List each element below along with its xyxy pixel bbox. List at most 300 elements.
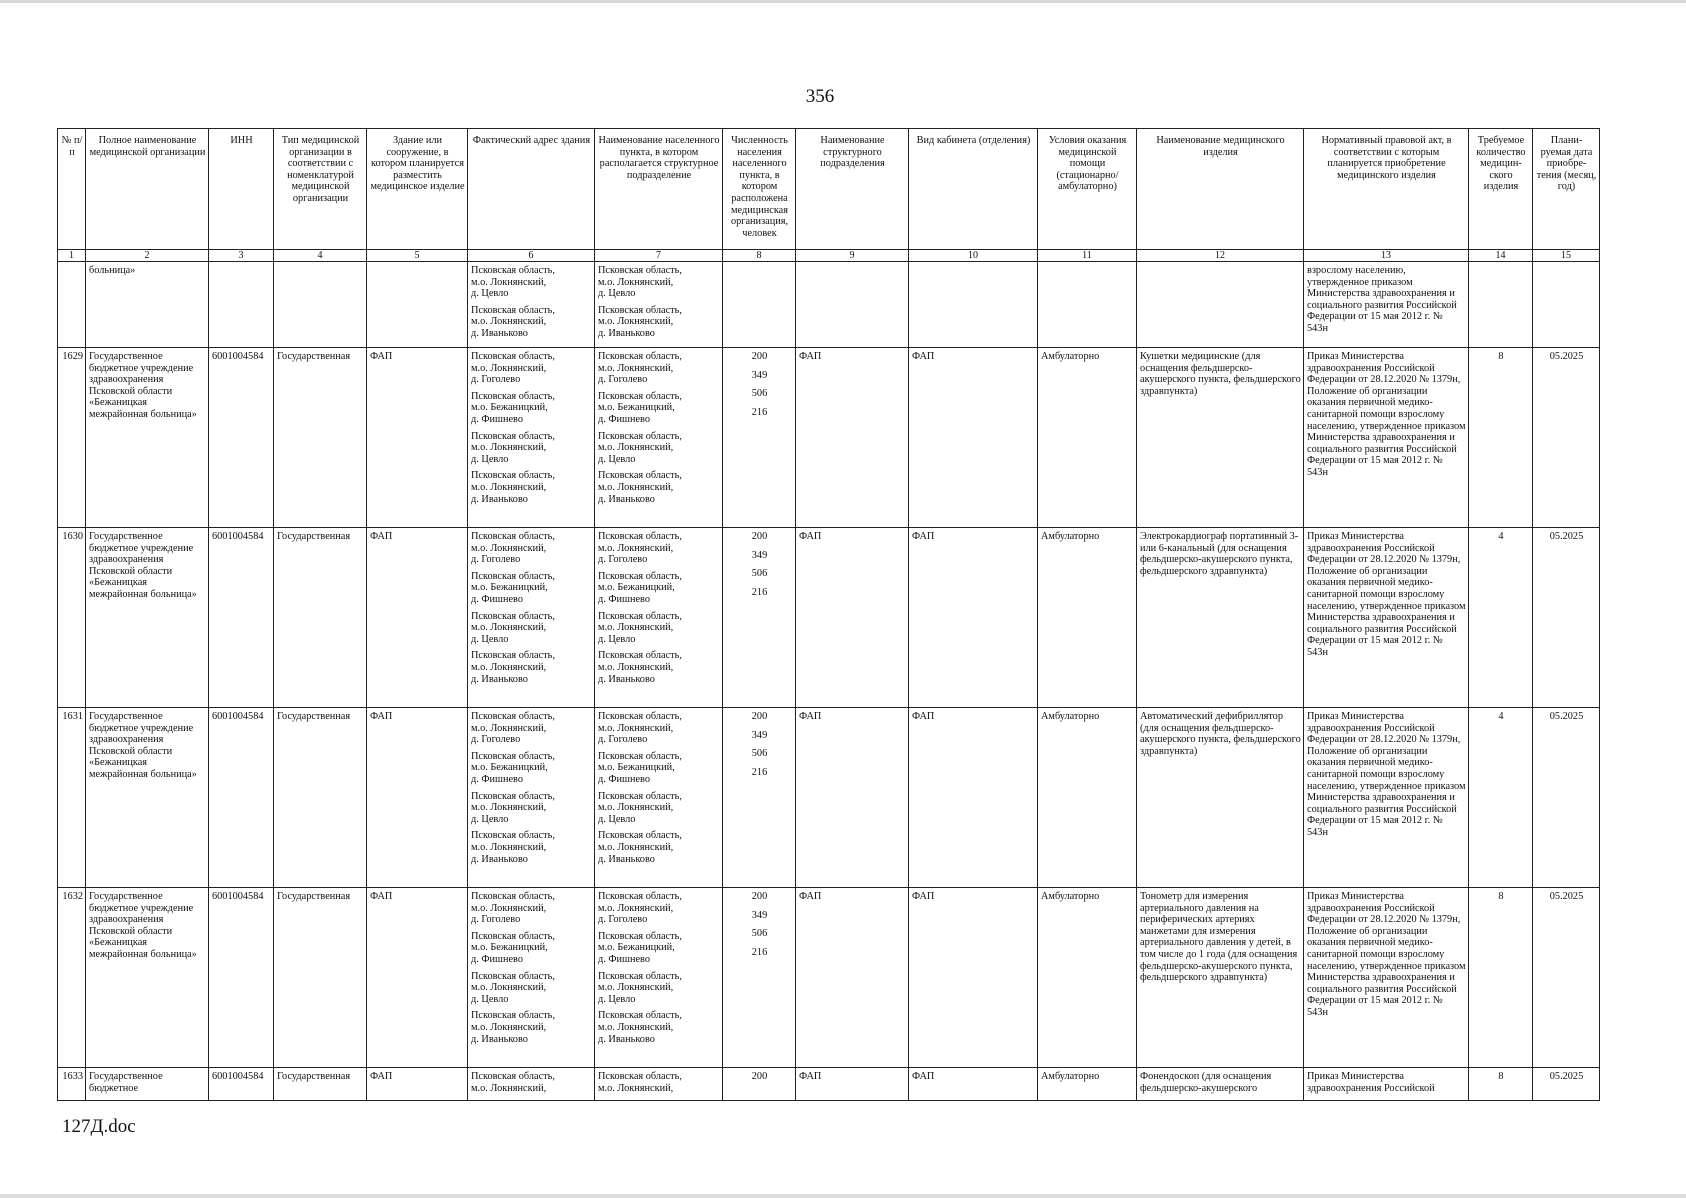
cell-building: ФАП bbox=[367, 348, 468, 528]
address-line: м.о. Локнянский, bbox=[471, 622, 547, 634]
col-number: 14 bbox=[1469, 250, 1533, 262]
address-block bbox=[598, 611, 720, 646]
cell-conditions: Амбулаторно bbox=[1038, 708, 1137, 888]
cell-row-number: 1633 bbox=[58, 1068, 86, 1101]
population-value: 506 bbox=[751, 928, 768, 939]
cell-empty bbox=[796, 262, 909, 348]
address-line: Псковская область, bbox=[598, 610, 682, 622]
population-value: 200 bbox=[751, 1071, 768, 1082]
cell-address bbox=[468, 528, 595, 708]
population-value: 200 bbox=[751, 531, 768, 542]
cell-act: Приказ Министерства здравоохранения Российской Федерации от 28.12.2020 № 1379н, Положение об организации оказания первичной медико-санитарной помощи взрослому населению, утвержденное приказом Министерства здравоохранения и социального развития Российской Федерации от 15 мая 2012 г. № 543н bbox=[1304, 708, 1469, 888]
address-line: д. Цевло bbox=[471, 813, 509, 825]
col-number: 15 bbox=[1533, 250, 1600, 262]
cell-address bbox=[468, 1068, 595, 1101]
address-block bbox=[598, 470, 720, 505]
cell-building: ФАП bbox=[367, 528, 468, 708]
population-value: 506 bbox=[751, 388, 768, 399]
address-line: м.о. Локнянский, bbox=[598, 481, 674, 493]
address-line: м.о. Бежаницкий, bbox=[471, 582, 548, 594]
address-line: м.о. Локнянский, bbox=[598, 902, 674, 914]
cell-type: Государственная bbox=[274, 528, 367, 708]
address-line: Псковская область, bbox=[598, 304, 682, 316]
address-block bbox=[598, 351, 720, 386]
address-line: м.о. Локнянский, bbox=[598, 841, 674, 853]
scan-edge-top bbox=[0, 0, 1686, 3]
cell-address bbox=[468, 888, 595, 1068]
address-line: Псковская область, bbox=[471, 830, 555, 842]
address-line: Псковская область, bbox=[471, 711, 555, 722]
address-line: Псковская область, bbox=[598, 1071, 682, 1082]
col-header: № п/п bbox=[58, 129, 86, 250]
address-line: Псковская область, bbox=[471, 470, 555, 482]
cell-date: 05.2025 bbox=[1533, 888, 1600, 1068]
cell-settlement bbox=[595, 888, 723, 1068]
address-line: м.о. Локнянский, bbox=[598, 982, 674, 994]
cell-date: 05.2025 bbox=[1533, 708, 1600, 888]
address-line: м.о. Локнянский, bbox=[471, 362, 547, 374]
cell-cabinet: ФАП bbox=[909, 708, 1038, 888]
address-line: д. Фишнево bbox=[471, 593, 523, 605]
address-line: д. Иваньково bbox=[471, 493, 528, 505]
address-block bbox=[471, 791, 592, 826]
cell-org: Государственное бюджетное bbox=[86, 1068, 209, 1101]
col-number: 6 bbox=[468, 250, 595, 262]
address-block bbox=[471, 391, 592, 426]
address-line: м.о. Локнянский, bbox=[471, 442, 547, 454]
address-line: м.о. Локнянский, bbox=[598, 1021, 674, 1033]
cell-row-number: 1630 bbox=[58, 528, 86, 708]
cell-inn: 6001004584 bbox=[209, 348, 274, 528]
address-block bbox=[598, 391, 720, 426]
address-line: Псковская область, bbox=[598, 390, 682, 402]
address-line: Псковская область, bbox=[598, 830, 682, 842]
address-line: Псковская область, bbox=[471, 970, 555, 982]
col-number: 8 bbox=[723, 250, 796, 262]
address-block bbox=[471, 571, 592, 606]
cell-settlement bbox=[595, 348, 723, 528]
table-row bbox=[58, 888, 1600, 1068]
page-number: 356 bbox=[805, 86, 835, 107]
col-number: 12 bbox=[1137, 250, 1304, 262]
population-value: 506 bbox=[751, 748, 768, 759]
address-line: Псковская область, bbox=[471, 390, 555, 402]
address-line: д. Иваньково bbox=[471, 853, 528, 865]
col-header: Нормативный правовой акт, в соответствии с которым планируется приобретение медицинского изделия bbox=[1304, 129, 1469, 250]
address-line: Псковская область, bbox=[598, 970, 682, 982]
col-header: ИНН bbox=[209, 129, 274, 250]
col-header: Вид кабинета (отделения) bbox=[909, 129, 1038, 250]
cell-type: Государственная bbox=[274, 708, 367, 888]
address-line: Псковская область, bbox=[471, 891, 555, 902]
col-header: Наименование медицинского изделия bbox=[1137, 129, 1304, 250]
address-block bbox=[471, 711, 592, 746]
cell-population bbox=[723, 528, 796, 708]
cell-cabinet: ФАП bbox=[909, 888, 1038, 1068]
cell-inn: 6001004584 bbox=[209, 708, 274, 888]
cell-quantity: 8 bbox=[1469, 1068, 1533, 1101]
address-block bbox=[471, 830, 592, 865]
address-block bbox=[471, 1010, 592, 1045]
cell-address bbox=[468, 262, 595, 348]
address-line: м.о. Локнянский, bbox=[471, 722, 547, 734]
address-line: д. Цевло bbox=[598, 288, 636, 300]
address-line: д. Фишнево bbox=[471, 413, 523, 425]
address-line: м.о. Локнянский, bbox=[598, 1082, 674, 1094]
cell-unit: ФАП bbox=[796, 888, 909, 1068]
cell-unit: ФАП bbox=[796, 348, 909, 528]
address-line: м.о. Локнянский, bbox=[471, 802, 547, 814]
address-line: д. Фишнево bbox=[598, 953, 650, 965]
cell-device: Автоматический дефибриллятор (для оснащения фельдшерско-акушерского пункта, фельдшерского здравпункта) bbox=[1137, 708, 1304, 888]
cell-conditions: Амбулаторно bbox=[1038, 348, 1137, 528]
address-line: Псковская область, bbox=[598, 265, 682, 276]
population-value: 216 bbox=[751, 946, 768, 958]
address-line: д. Иваньково bbox=[471, 673, 528, 685]
col-header: Плани-руемая дата приобре-тения (месяц, год) bbox=[1533, 129, 1600, 250]
address-line: Псковская область, bbox=[471, 531, 555, 542]
cell-building: ФАП bbox=[367, 1068, 468, 1101]
address-line: м.о. Бежаницкий, bbox=[598, 762, 675, 774]
address-line: Псковская область, bbox=[471, 351, 555, 362]
address-line: д. Гоголево bbox=[471, 554, 521, 566]
population-value: 216 bbox=[751, 586, 768, 598]
address-line: д. Цевло bbox=[471, 288, 509, 300]
cell-type: Государственная bbox=[274, 888, 367, 1068]
cell-settlement bbox=[595, 262, 723, 348]
cell-inn: 6001004584 bbox=[209, 1068, 274, 1101]
address-block bbox=[598, 571, 720, 606]
address-line: м.о. Бежаницкий, bbox=[598, 402, 675, 414]
address-line: м.о. Локнянский, bbox=[598, 362, 674, 374]
col-header: Здание или сооружение, в котором планируется разместить медицинское изделие bbox=[367, 129, 468, 250]
address-line: д. Цевло bbox=[598, 453, 636, 465]
address-line: д. Иваньково bbox=[598, 1033, 655, 1045]
col-header: Требуемое количество медицин-ского изделия bbox=[1469, 129, 1533, 250]
address-line: Псковская область, bbox=[471, 650, 555, 662]
address-line: Псковская область, bbox=[471, 304, 555, 316]
address-line: Псковская область, bbox=[598, 750, 682, 762]
address-line: м.о. Локнянский, bbox=[598, 722, 674, 734]
population-value: 200 bbox=[751, 351, 768, 362]
cell-empty bbox=[1137, 262, 1304, 348]
col-number: 2 bbox=[86, 250, 209, 262]
cell-empty bbox=[58, 262, 86, 348]
cell-population bbox=[723, 348, 796, 528]
address-block bbox=[471, 751, 592, 786]
address-block bbox=[471, 931, 592, 966]
address-block bbox=[598, 531, 720, 566]
cell-settlement bbox=[595, 708, 723, 888]
address-block bbox=[471, 265, 592, 300]
population-value: 216 bbox=[751, 406, 768, 418]
col-number: 9 bbox=[796, 250, 909, 262]
address-line: Псковская область, bbox=[471, 1010, 555, 1022]
address-line: д. Цевло bbox=[471, 993, 509, 1005]
address-line: м.о. Локнянский, bbox=[598, 622, 674, 634]
cell-act: Приказ Министерства здравоохранения Российской Федерации от 28.12.2020 № 1379н, Положение об организации оказания первичной медико-санитарной помощи взрослому населению, утвержденное приказом Министерства здравоохранения и социального развития Российской Федерации от 15 мая 2012 г. № 543н bbox=[1304, 528, 1469, 708]
address-line: Псковская область, bbox=[471, 790, 555, 802]
cell-address bbox=[468, 348, 595, 528]
cell-act: Приказ Министерства здравоохранения Российской Федерации от 28.12.2020 № 1379н, Положение об организации оказания первичной медико-санитарной помощи взрослому населению, утвержденное приказом Министерства здравоохранения и социального развития Российской Федерации от 15 мая 2012 г. № 543н bbox=[1304, 348, 1469, 528]
table-row-continuation bbox=[58, 262, 1600, 348]
address-block bbox=[471, 351, 592, 386]
col-number: 7 bbox=[595, 250, 723, 262]
address-block bbox=[471, 971, 592, 1006]
col-header: Тип медицинской организации в соответствии с номенклатурой медицинской организации bbox=[274, 129, 367, 250]
address-block bbox=[471, 1071, 592, 1094]
cell-population bbox=[723, 1068, 796, 1101]
address-line: м.о. Бежаницкий, bbox=[471, 942, 548, 954]
address-line: Псковская область, bbox=[598, 930, 682, 942]
population-value: 506 bbox=[751, 568, 768, 579]
address-line: д. Иваньково bbox=[598, 853, 655, 865]
col-number: 5 bbox=[367, 250, 468, 262]
cell-empty bbox=[367, 262, 468, 348]
address-line: м.о. Локнянский, bbox=[471, 661, 547, 673]
col-header: Полное наименование медицинской организации bbox=[86, 129, 209, 250]
col-number: 1 bbox=[58, 250, 86, 262]
address-line: м.о. Локнянский, bbox=[471, 276, 547, 288]
address-line: Псковская область, bbox=[598, 650, 682, 662]
address-line: Псковская область, bbox=[598, 1010, 682, 1022]
cell-org: Государственное бюджетное учреждение здравоохранения Псковской области «Бежаницкая межрайонная больница» bbox=[86, 348, 209, 528]
address-line: м.о. Локнянский, bbox=[471, 841, 547, 853]
address-line: м.о. Локнянский, bbox=[471, 902, 547, 914]
address-block bbox=[598, 1010, 720, 1045]
address-line: м.о. Бежаницкий, bbox=[471, 402, 548, 414]
col-header: Численность населения населенного пункта, в котором расположена медицинская организация, человек bbox=[723, 129, 796, 250]
address-line: м.о. Локнянский, bbox=[598, 802, 674, 814]
cell-org: больница» bbox=[86, 262, 209, 348]
address-line: Псковская область, bbox=[598, 711, 682, 722]
cell-row-number: 1632 bbox=[58, 888, 86, 1068]
col-header: Наименование населенного пункта, в котором располагается структурное подразделение bbox=[595, 129, 723, 250]
population-value: 349 bbox=[751, 369, 768, 381]
cell-inn: 6001004584 bbox=[209, 888, 274, 1068]
population-value: 349 bbox=[751, 729, 768, 741]
address-block bbox=[598, 431, 720, 466]
address-line: Псковская область, bbox=[598, 790, 682, 802]
address-line: д. Фишнево bbox=[598, 773, 650, 785]
col-header: Наименование структурного подразделения bbox=[796, 129, 909, 250]
address-line: Псковская область, bbox=[471, 930, 555, 942]
address-line: д. Гоголево bbox=[471, 734, 521, 746]
col-number: 10 bbox=[909, 250, 1038, 262]
cell-cabinet: ФАП bbox=[909, 528, 1038, 708]
address-block bbox=[471, 470, 592, 505]
address-line: Псковская область, bbox=[598, 430, 682, 442]
address-block bbox=[598, 650, 720, 685]
cell-device: Электрокардиограф портативный 3- или 6-канальный (для оснащения фельдшерско-акушерского пункта, фельдшерского здравпункта) bbox=[1137, 528, 1304, 708]
address-line: Псковская область, bbox=[598, 470, 682, 482]
address-line: д. Цевло bbox=[471, 453, 509, 465]
address-line: м.о. Бежаницкий, bbox=[598, 582, 675, 594]
address-line: Псковская область, bbox=[471, 265, 555, 276]
table-row bbox=[58, 528, 1600, 708]
address-line: Псковская область, bbox=[598, 570, 682, 582]
address-line: д. Цевло bbox=[598, 633, 636, 645]
address-block bbox=[598, 931, 720, 966]
address-line: м.о. Локнянский, bbox=[598, 316, 674, 328]
address-line: д. Гоголево bbox=[598, 914, 648, 926]
address-line: м.о. Бежаницкий, bbox=[471, 762, 548, 774]
cell-empty bbox=[274, 262, 367, 348]
address-line: м.о. Бежаницкий, bbox=[598, 942, 675, 954]
address-line: д. Иваньково bbox=[598, 327, 655, 339]
col-header: Условия оказания медицинской помощи (стационарно/ амбулаторно) bbox=[1038, 129, 1137, 250]
address-line: Псковская область, bbox=[471, 430, 555, 442]
cell-org: Государственное бюджетное учреждение здравоохранения Псковской области «Бежаницкая межрайонная больница» bbox=[86, 708, 209, 888]
document-filename: 127Д.doc bbox=[62, 1116, 136, 1137]
col-number: 3 bbox=[209, 250, 274, 262]
cell-conditions: Амбулаторно bbox=[1038, 888, 1137, 1068]
cell-date: 05.2025 bbox=[1533, 528, 1600, 708]
cell-cabinet: ФАП bbox=[909, 348, 1038, 528]
address-line: м.о. Локнянский, bbox=[471, 542, 547, 554]
address-line: Псковская область, bbox=[598, 351, 682, 362]
cell-cabinet: ФАП bbox=[909, 1068, 1038, 1101]
address-line: м.о. Локнянский, bbox=[598, 442, 674, 454]
address-line: м.о. Локнянский, bbox=[471, 982, 547, 994]
table-row bbox=[58, 1068, 1600, 1101]
cell-unit: ФАП bbox=[796, 528, 909, 708]
cell-settlement bbox=[595, 528, 723, 708]
cell-population bbox=[723, 888, 796, 1068]
address-block bbox=[598, 305, 720, 340]
col-number: 13 bbox=[1304, 250, 1469, 262]
cell-empty bbox=[723, 262, 796, 348]
address-line: д. Гоголево bbox=[598, 374, 648, 386]
address-line: м.о. Локнянский, bbox=[471, 1021, 547, 1033]
address-block bbox=[598, 971, 720, 1006]
col-header: Фактический адрес здания bbox=[468, 129, 595, 250]
address-line: Псковская область, bbox=[471, 610, 555, 622]
population-value: 200 bbox=[751, 891, 768, 902]
population-value: 200 bbox=[751, 711, 768, 722]
address-block bbox=[598, 791, 720, 826]
address-line: м.о. Локнянский, bbox=[598, 276, 674, 288]
address-line: Псковская область, bbox=[471, 1071, 555, 1082]
address-block bbox=[598, 891, 720, 926]
population-value: 349 bbox=[751, 909, 768, 921]
address-block bbox=[598, 265, 720, 300]
address-block bbox=[598, 751, 720, 786]
address-line: д. Иваньково bbox=[598, 673, 655, 685]
address-line: д. Фишнево bbox=[598, 413, 650, 425]
address-line: Псковская область, bbox=[598, 531, 682, 542]
cell-building: ФАП bbox=[367, 708, 468, 888]
cell-row-number: 1631 bbox=[58, 708, 86, 888]
cell-quantity: 8 bbox=[1469, 888, 1533, 1068]
column-number-row bbox=[58, 250, 1600, 262]
address-line: д. Цевло bbox=[471, 633, 509, 645]
address-line: Псковская область, bbox=[471, 570, 555, 582]
cell-act: взрослому населению, утвержденное приказом Министерства здравоохранения и социального развития Российской Федерации от 15 мая 2012 г. № 543н bbox=[1304, 262, 1469, 348]
cell-type: Государственная bbox=[274, 1068, 367, 1101]
address-block bbox=[598, 830, 720, 865]
cell-population bbox=[723, 708, 796, 888]
equipment-table bbox=[57, 128, 1600, 1101]
cell-type: Государственная bbox=[274, 348, 367, 528]
cell-empty bbox=[1038, 262, 1137, 348]
address-line: д. Фишнево bbox=[471, 773, 523, 785]
cell-act: Приказ Министерства здравоохранения Российской bbox=[1304, 1068, 1469, 1101]
address-line: д. Цевло bbox=[598, 993, 636, 1005]
address-line: м.о. Локнянский, bbox=[471, 481, 547, 493]
cell-empty bbox=[209, 262, 274, 348]
cell-device: Тонометр для измерения артериального давления на периферических артериях манжетами для измерения артериального давления у детей, в том числе до 1 года (для оснащения фельдшерско-акушерского пункта, фельдшерского здравпункта) bbox=[1137, 888, 1304, 1068]
scan-edge-bottom bbox=[0, 1194, 1686, 1198]
cell-date: 05.2025 bbox=[1533, 1068, 1600, 1101]
address-block bbox=[598, 1071, 720, 1094]
population-value: 349 bbox=[751, 549, 768, 561]
cell-date: 05.2025 bbox=[1533, 348, 1600, 528]
address-line: д. Гоголево bbox=[598, 554, 648, 566]
cell-quantity: 8 bbox=[1469, 348, 1533, 528]
address-line: д. Иваньково bbox=[471, 1033, 528, 1045]
address-line: д. Иваньково bbox=[471, 327, 528, 339]
address-block bbox=[471, 431, 592, 466]
address-line: д. Гоголево bbox=[471, 914, 521, 926]
table-row bbox=[58, 348, 1600, 528]
address-block bbox=[471, 305, 592, 340]
address-block bbox=[598, 711, 720, 746]
col-number: 4 bbox=[274, 250, 367, 262]
table-row bbox=[58, 708, 1600, 888]
address-block bbox=[471, 531, 592, 566]
address-line: Псковская область, bbox=[471, 750, 555, 762]
cell-empty bbox=[1469, 262, 1533, 348]
cell-empty bbox=[1533, 262, 1600, 348]
cell-inn: 6001004584 bbox=[209, 528, 274, 708]
population-value: 216 bbox=[751, 766, 768, 778]
cell-quantity: 4 bbox=[1469, 528, 1533, 708]
cell-settlement bbox=[595, 1068, 723, 1101]
cell-conditions: Амбулаторно bbox=[1038, 528, 1137, 708]
address-line: д. Цевло bbox=[598, 813, 636, 825]
cell-conditions: Амбулаторно bbox=[1038, 1068, 1137, 1101]
cell-device: Фонендоскоп (для оснащения фельдшерско-акушерского bbox=[1137, 1068, 1304, 1101]
cell-empty bbox=[909, 262, 1038, 348]
address-line: Псковская область, bbox=[598, 891, 682, 902]
address-line: м.о. Локнянский, bbox=[598, 542, 674, 554]
address-line: м.о. Локнянский, bbox=[598, 661, 674, 673]
address-block bbox=[471, 891, 592, 926]
cell-address bbox=[468, 708, 595, 888]
cell-building: ФАП bbox=[367, 888, 468, 1068]
address-line: д. Гоголево bbox=[598, 734, 648, 746]
header-row bbox=[58, 129, 1600, 250]
cell-org: Государственное бюджетное учреждение здравоохранения Псковской области «Бежаницкая межрайонная больница» bbox=[86, 888, 209, 1068]
cell-unit: ФАП bbox=[796, 708, 909, 888]
cell-org: Государственное бюджетное учреждение здравоохранения Псковской области «Бежаницкая межрайонная больница» bbox=[86, 528, 209, 708]
address-line: д. Фишнево bbox=[471, 953, 523, 965]
address-line: д. Иваньково bbox=[598, 493, 655, 505]
address-line: м.о. Локнянский, bbox=[471, 1082, 547, 1094]
cell-quantity: 4 bbox=[1469, 708, 1533, 888]
address-line: м.о. Локнянский, bbox=[471, 316, 547, 328]
cell-act: Приказ Министерства здравоохранения Российской Федерации от 28.12.2020 № 1379н, Положение об организации оказания первичной медико-санитарной помощи взрослому населению, утвержденное приказом Министерства здравоохранения и социального развития Российской Федерации от 15 мая 2012 г. № 543н bbox=[1304, 888, 1469, 1068]
address-block bbox=[471, 650, 592, 685]
address-line: д. Фишнево bbox=[598, 593, 650, 605]
address-line: д. Гоголево bbox=[471, 374, 521, 386]
address-block bbox=[471, 611, 592, 646]
col-number: 11 bbox=[1038, 250, 1137, 262]
cell-row-number: 1629 bbox=[58, 348, 86, 528]
cell-unit: ФАП bbox=[796, 1068, 909, 1101]
cell-device: Кушетки медицинские (для оснащения фельдшерско-акушерского пункта, фельдшерского здравпункта) bbox=[1137, 348, 1304, 528]
